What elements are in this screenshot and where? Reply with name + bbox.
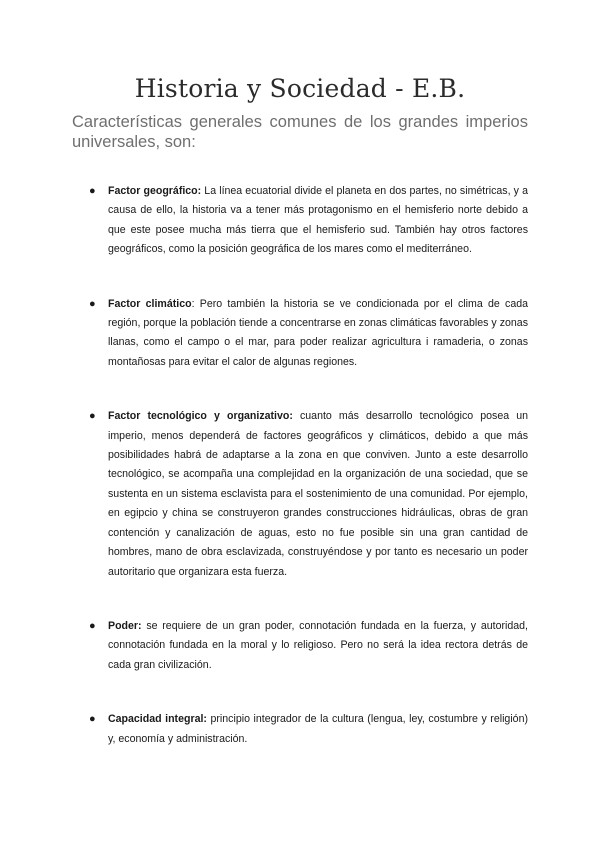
item-text: La línea ecuatorial divide el planeta en dos partes, no simétricas, y a causa de ello, la historia va a tener más protagonismo en el hemisferio norte debido a que este posee mucha más tierra que el hemisferio sud. También hay otros factores geográficos, como la posición geográfica de los mares como el mediterráneo. — [108, 185, 528, 256]
characteristics-list — [72, 182, 528, 784]
list-item-integral-capacity — [72, 710, 528, 749]
item-term: Factor climático — [108, 297, 192, 310]
item-text: se requiere de un gran poder, connotación fundada en la fuerza, y autoridad, connotación fundada en la moral y lo religioso. Pero no será la idea rectora detrás de cada gran civilización. — [108, 619, 528, 671]
bullet-icon: ● — [89, 185, 96, 197]
list-item-climatic — [72, 295, 528, 373]
page-subtitle: Características generales comunes de los grandes imperios universales, son: — [72, 113, 528, 151]
item-term: Factor geográfico: — [108, 185, 202, 197]
list-item-geographic — [72, 182, 528, 260]
bullet-icon: ● — [89, 713, 96, 726]
item-text: : Pero también la historia se ve condicionada por el clima de cada región, porque la población tiende a concentrarse en zonas climáticas favorables y zonas llanas, como el campo o el mar, para poder realizar agricultura i ramaderia, o zonas montañosas para evitar el calor de algunas regiones. — [108, 297, 528, 368]
bullet-icon: ● — [89, 619, 96, 632]
list-item-technological — [72, 407, 528, 582]
bullet-icon: ● — [89, 297, 96, 310]
item-term: Capacidad integral: — [108, 713, 207, 726]
bullet-icon: ● — [89, 410, 96, 423]
list-item-power — [72, 617, 528, 675]
item-term: Poder: — [108, 619, 142, 632]
item-text: principio integrador de la cultura (lengua, ley, costumbre y religión) y, economía y administración. — [108, 713, 528, 745]
item-text: cuanto más desarrollo tecnológico posea un imperio, menos dependerá de factores geográficos y climáticos, debido a que más posibilidades habrá de adaptarse a la zona en que conviven. Junto a este desarrollo tecnológico, se acompaña una complejidad en la organización de una sociedad, que se sustenta en un sistema esclavista para el sostenimiento de una comunidad. Por ejemplo, en egipcio y china se construyeron grandes construcciones hidráulicas, obras de gran contención y canalización de aguas, esto no fue posible sin una gran cantidad de hombres, mano de obra esclavizada, construyéndose y por tanto es necesario un poder autoritario que organizara esta fuerza. — [108, 410, 529, 578]
page-title: Historia y Sociedad - E.B. — [134, 74, 466, 103]
item-term: Factor tecnológico y organizativo: — [108, 410, 293, 423]
